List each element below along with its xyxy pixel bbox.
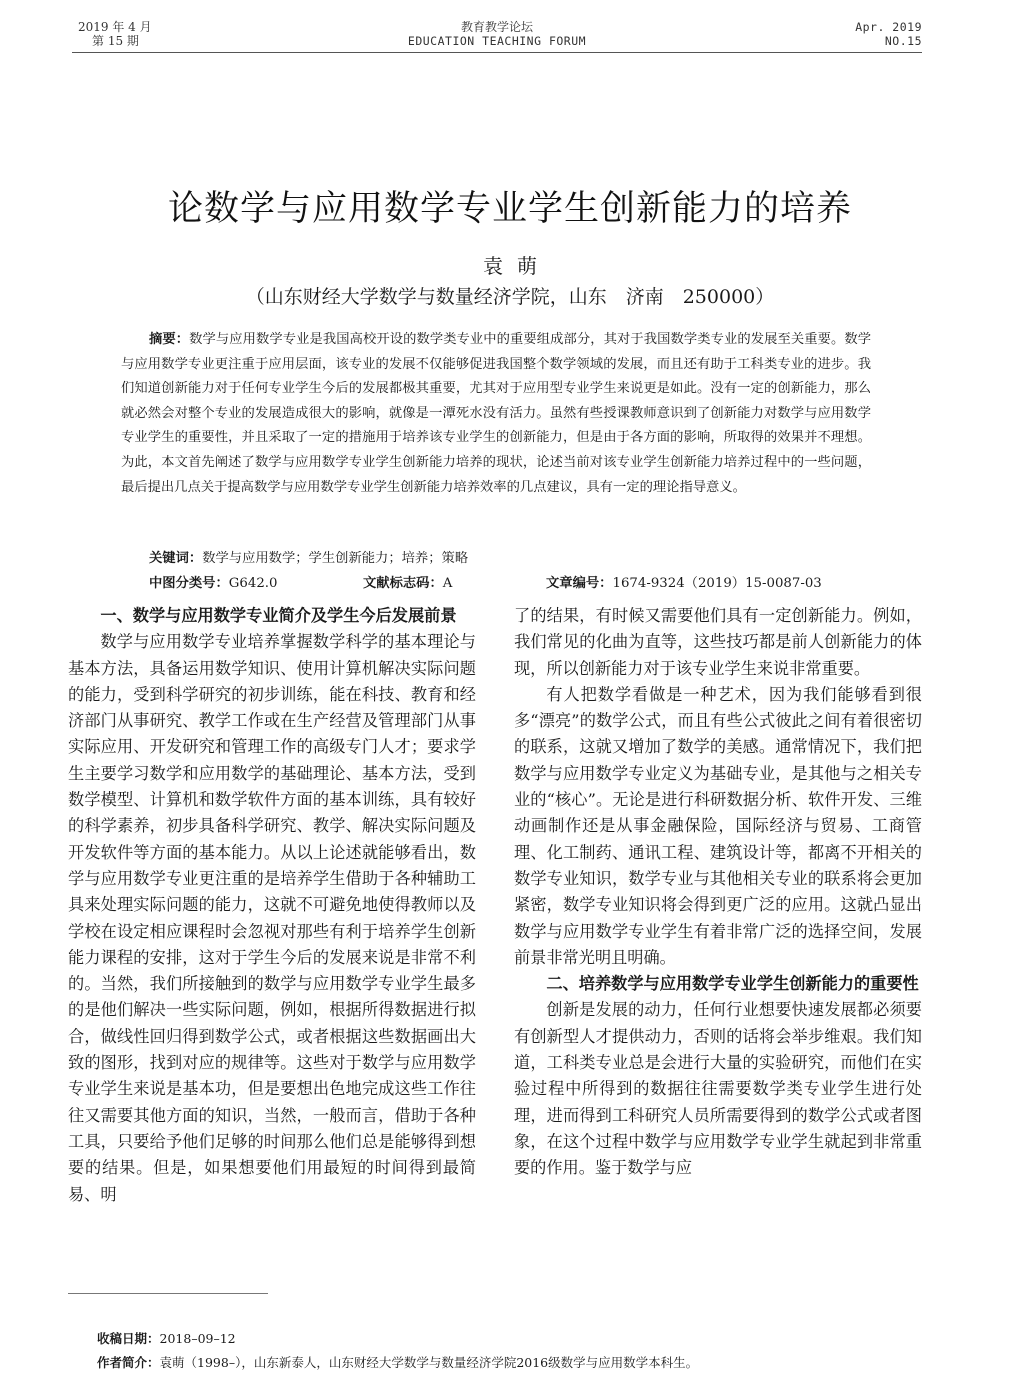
clc-label: 中图分类号： <box>149 576 229 591</box>
author-name: 袁萌 <box>483 254 551 278</box>
doc-label: 文献标志码： <box>363 576 443 591</box>
body-column-left <box>68 603 476 1208</box>
footnote-author-bio <box>97 1354 698 1372</box>
body-column-right <box>514 603 922 1182</box>
journal-name-cn: 教育教学论坛 <box>460 20 533 34</box>
header-issue-cn: 第 15 期 <box>92 34 139 48</box>
article-title: 论数学与应用数学专业学生创新能力的培养 <box>167 189 852 230</box>
header-date-cn: 2019 年 4 月 <box>78 20 152 34</box>
footnote-received <box>97 1330 236 1348</box>
abstract-label: 摘要： <box>149 332 190 347</box>
header-rule <box>72 52 922 53</box>
keywords <box>149 547 468 571</box>
keywords-text: 数学与应用数学；学生创新能力；培养；策略 <box>202 551 469 566</box>
doc-value: A <box>442 576 453 591</box>
header-right <box>855 20 922 48</box>
journal-name-en: EDUCATION TEACHING FORUM <box>407 34 587 48</box>
article-value: 1674-9324（2019）15-0087-03 <box>612 576 822 591</box>
article-number <box>546 572 822 596</box>
body-paragraph: 创新是发展的动力，任何行业想要快速发展都必须要有创新型人才提供动力，否则的话将会举步维艰。我们知道，工科类专业总是会进行大量的实验研究，而他们在实验过程中所得到的数据往往需要数学类专业学生进行处理，进而得到工科研究人员所需要得到的数学公式或者图象，在这个过程中数学与应用数学专业学生就起到非常重要的作用。鉴于数学与应 <box>514 1000 922 1178</box>
header-center <box>72 20 922 48</box>
section-heading-2: 二、培养数学与应用数学专业学生创新能力的重要性 <box>546 974 919 994</box>
header-issue-en: NO.15 <box>884 34 922 48</box>
body-paragraph: 有人把数学看做是一种艺术，因为我们能够看到很多“漂亮”的数学公式，而且有些公式彼此之间有着很密切的联系，这就又增加了数学的美感。通常情况下，我们把数学与应用数学专业定义为基础专业，是其他与之相关专业的“核心”。无论是进行科研数据分析、软件开发、三维动画制作还是从事金融保险，国际经济与贸易、工商管理、化工制药、通讯工程、建筑设计等，都离不开相关的数学专业知识，数学专业与其他相关专业的联系将会更加紧密，数学专业知识将会得到更广泛的应用。这就凸显出数学与应用数学专业学生有着非常广泛的选择空间，发展前景非常光明且明确。 <box>514 684 922 967</box>
bio-label: 作者简介： <box>97 1355 160 1370</box>
abstract <box>121 328 871 500</box>
received-date: 2018–09–12 <box>159 1331 236 1346</box>
section-heading-1: 一、数学与应用数学专业简介及学生今后发展前景 <box>100 606 457 625</box>
bio-text: 袁萌（1998–），山东新泰人，山东财经大学数学与数量经济学院2016级数学与应用数学本科生。 <box>159 1355 699 1370</box>
keywords-label: 关键词： <box>149 551 203 566</box>
article-label: 文章编号： <box>546 576 613 591</box>
received-label: 收稿日期： <box>97 1331 160 1346</box>
clc-number <box>149 572 277 596</box>
author-affiliation: （山东财经大学数学与数量经济学院，山东 济南 250000） <box>245 286 775 308</box>
body-paragraph: 数学与应用数学专业培养掌握数学科学的基本理论与基本方法，具备运用数学知识、使用计算机解决实际问题的能力，受到科学研究的初步训练，能在科技、教育和经济部门从事研究、教学工作或在生产经营及管理部门从事实际应用、开发研究和管理工作的高级专门人才；要求学生主要学习数学和应用数学的基础理论、基本方法，受到数学模型、计算机和数学软件方面的基本训练，具有较好的科学素养，初步具备科学研究、教学、解决实际问题及开发软件等方面的基本能力。从以上论述就能够看出，数学与应用数学专业更注重的是培养学生借助于各种辅助工具来处理实际问题的能力，这就不可避免地使得教师以及学校在设定相应课程时会忽视对那些有利于培养学生创新能力课程的安排，这对于学生今后的发展来说是非常不利的。当然，我们所接触到的数学与应用数学专业学生最多的是他们解决一些实际问题，例如，根据所得数据进行拟合，做线性回归得到数学公式，或者根据这些数据画出大致的图形，找到对应的规律等。这些对于数学与应用数学专业学生来说是基本功，但是要想出色地完成这些工作往往又需要其他方面的知识，当然，一般而言，借助于各种工具，只要给予他们足够的时间那么他们总是能够得到想要的结果。但是，如果想要他们用最短的时间得到最简易、明 <box>68 632 476 1204</box>
clc-value: G642.0 <box>228 576 278 591</box>
header-date-en: Apr. 2019 <box>855 20 922 34</box>
body-paragraph-continued: 了的结果，有时候又需要他们具有一定创新能力。例如，我们常见的化曲为直等，这些技巧都是前人创新能力的体现，所以创新能力对于该专业学生来说非常重要。 <box>514 606 922 678</box>
running-header <box>72 20 922 54</box>
classification-line <box>149 572 869 596</box>
document-code <box>363 572 452 596</box>
abstract-text: 数学与应用数学专业是我国高校开设的数学类专业中的重要组成部分，其对于我国数学类专业的发展至关重要。数学与应用数学专业更注重于应用层面，该专业的发展不仅能够促进我国整个数学领域的发展，而且还有助于工科类专业的进步。我们知道创新能力对于任何专业学生今后的发展都极其重要，尤其对于应用型专业学生来说更是如此。没有一定的创新能力，那么就必然会对整个专业的发展造成很大的影响，就像是一潭死水没有活力。虽然有些授课教师意识到了创新能力对数学与应用数学专业学生的重要性，并且采取了一定的措施用于培养该专业学生的创新能力，但是由于各方面的影响，所取得的效果并不理想。为此，本文首先阐述了数学与应用数学专业学生创新能力培养的现状，论述当前对该专业学生创新能力培养过程中的一些问题，最后提出几点关于提高数学与应用数学专业学生创新能力培养效率的几点建议，具有一定的理论指导意义。 <box>121 332 872 495</box>
footnote-rule <box>68 1293 268 1294</box>
